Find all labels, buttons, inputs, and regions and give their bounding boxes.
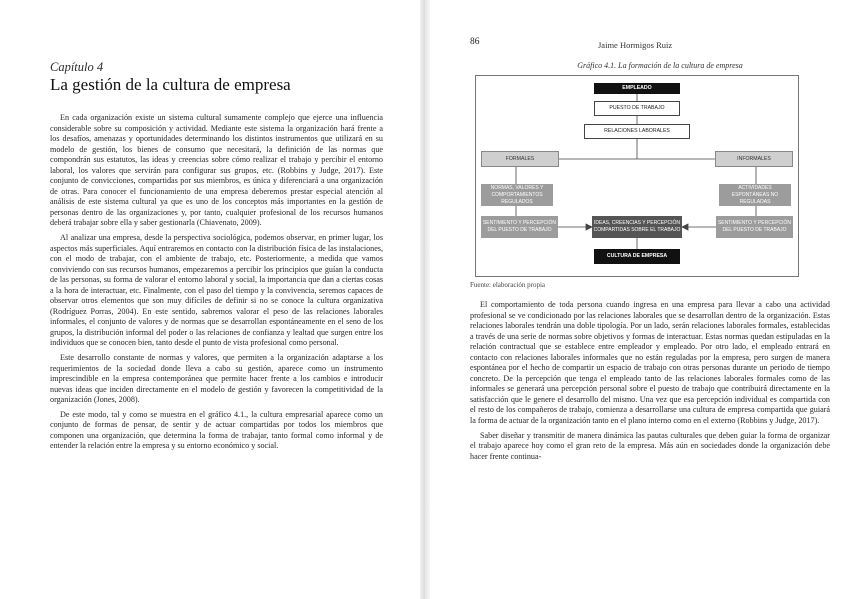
- paragraph: En cada organización existe un sistema cultural sumamente complejo que ejerce una influencia considerable sobre su composición y actividad. Mediante este sistema la organización hará frente a los desafíos, amenazas y oportunidades determinando los distintos instrumentos que utilizará en su modelo de gestión, los bienes de consumo que necesitará, la definición de las normas que compondrán sus estatutos, las ideas y creencias sobre cómo realizar el trabajo y percibir el entorno laboral, los valores que servirán para configurar sus grupos, etc. (Robbins y Judge, 2017). Este conjunto de convicciones, compartidas por sus miembros, es única y diferenciará a una organización de otras. Para conocer el funcionamiento de una empresa deberemos prestar especial atención al análisis de este sistema cultural ya que es uno de los conceptos más importantes en la gestión de personas dentro de las organizaciones y, por tanto, cualquier profesional de los recursos humanos deberá trabajar sobre ella y saber gestionarla (Chiavenato, 2009).: [50, 113, 383, 228]
- diagram-node-formal: FORMALES: [481, 151, 559, 167]
- paragraph: De este modo, tal y como se muestra en el gráfico 4.1., la cultura empresarial aparece como un conjunto de formas de pensar, de sentir y de actuar compartidas por todos los miembros que componen una organización, que determina la forma de trabajar, tanto formal como informal y de entender la relación entre la empresa y su entorno económico y social.: [50, 409, 383, 451]
- culture-diagram: [475, 75, 799, 277]
- paragraph: Saber diseñar y transmitir de manera dinámica las pautas culturales que deben guiar la forma de organizar el trabajo aparece hoy como el gran reto de la empresa. Más aún en sociedades donde la organización debe hacer frente continua-: [470, 430, 830, 461]
- paragraph: Este desarrollo constante de normas y valores, que permiten a la organización adaptarse a los requerimientos de la sociedad donde lleva a cabo su gestión, aparece como un instrumento imprescindible en la empresa contemporánea que permite hacer frente a los cambios e introducir nuevas ideas que inciden directamente en el modelo de gestión y favorecen la competitividad de la organización (Jones, 2008).: [50, 353, 383, 405]
- diagram-node-job-position: PUESTO DE TRABAJO: [594, 101, 680, 116]
- figure-source: Fuente: elaboración propia: [470, 281, 546, 289]
- paragraph: Al analizar una empresa, desde la perspectiva sociológica, podemos observar, en primer lugar, los aspectos más superficiales. Aquí entraremos en contacto con la distribución física de las instalaciones, con el modo de trabajar, con el ambiente de trabajo, etc. Posteriormente, a medida que vamos conviviendo con sus recursos humanos, empezaremos a percibir los principios que guían la conducta de las personas, su forma de valorar el entorno laboral y social, la importancia que dan a ciertas cosas a la hora de interactuar, etc. Finalmente, con el paso del tiempo y la convivencia, seremos capaces de observar otros elementos que son muy difíciles de definir si no se conoce la cultura organizativa (Rodríguez Porras, 2004). En este sentido, sabremos valorar el peso de las relaciones laborales informales, el conjunto de valores y de normas que se desarrollan espontáneamente en el seno de los grupos, la distribución informal del poder o las relaciones de confianza y lealtad que surgen entre los individuos que se conocen bien, tanto desde el punto de vista profesional como personal.: [50, 233, 383, 348]
- book-gutter: [420, 0, 430, 599]
- arrowhead: [682, 224, 688, 230]
- diagram-node-informal: INFORMALES: [715, 151, 793, 167]
- diagram-node-perception-right: SENTIMIENTO Y PERCEPCIÓN DEL PUESTO DE TRABAJO: [716, 216, 793, 238]
- paragraph: El comportamiento de toda persona cuando ingresa en una empresa para llevar a cabo una actividad profesional se ve condicionado por las relaciones laborales que se desarrollan dentro de la organización. Estas relaciones laborales tendrán una doble tipología. Por un lado, serán relaciones laborales formales, establecidas a través de una serie de normas sobre objetivos y formas de interactuar. Estas normas quedan estipuladas en la relación contractual que se establece entre empleador y empleado. Por otro lado, el empleado entrará en contacto con relaciones laborales informales que no están reguladas por la empresa, pero surgen de manera espontánea por el hecho de compartir un espacio de trabajo con otras personas durante un periodo de tiempo concreto. De la percepción que tenga el empleado tanto de las relaciones laborales formales como de las informales se generará una percepción personal sobre el puesto de trabajo que contribuirá directamente en la satisfacción que le genere el desarrollo del mismo. Una vez que esa percepción individual es compartida con el resto de los compañeros de trabajo, comienza a desarrollarse una cultura de empresa compartida que guiará la forma de actuar de la organización tanto en el plano interno como en el externo (Robbins y Judge, 2017).: [470, 300, 830, 426]
- chapter-label: Capítulo 4: [50, 60, 104, 74]
- left-body-text: [50, 113, 383, 456]
- right-body-text: [470, 300, 830, 466]
- chapter-title: La gestión de la cultura de empresa: [50, 75, 291, 94]
- page-number: 86: [470, 37, 480, 47]
- diagram-node-labor-relations: RELACIONES LABORALES: [584, 124, 690, 139]
- running-header: Jaime Hormigos Ruiz: [598, 40, 673, 50]
- left-page: [0, 0, 420, 599]
- diagram-node-spontaneous-activities: ACTIVIDADES ESPONTÁNEAS NO REGULADAS: [719, 184, 791, 206]
- diagram-node-company-culture: CULTURA DE EMPRESA: [594, 249, 680, 264]
- diagram-node-shared-ideas: IDEAS, CREENCIAS Y PERCEPCIÓN COMPARTIDAS SOBRE EL TRABAJO: [592, 216, 682, 238]
- figure-caption: Gráfico 4.1. La formación de la cultura de empresa: [577, 61, 743, 70]
- right-page: [430, 0, 848, 599]
- diagram-node-regulated-norms: NORMAS, VALORES Y COMPORTAMIENTOS REGULADOS: [481, 184, 553, 206]
- diagram-node-employee: EMPLEADO: [594, 83, 680, 94]
- diagram-node-perception-left: SENTIMIENTO Y PERCEPCIÓN DEL PUESTO DE TRABAJO: [481, 216, 558, 238]
